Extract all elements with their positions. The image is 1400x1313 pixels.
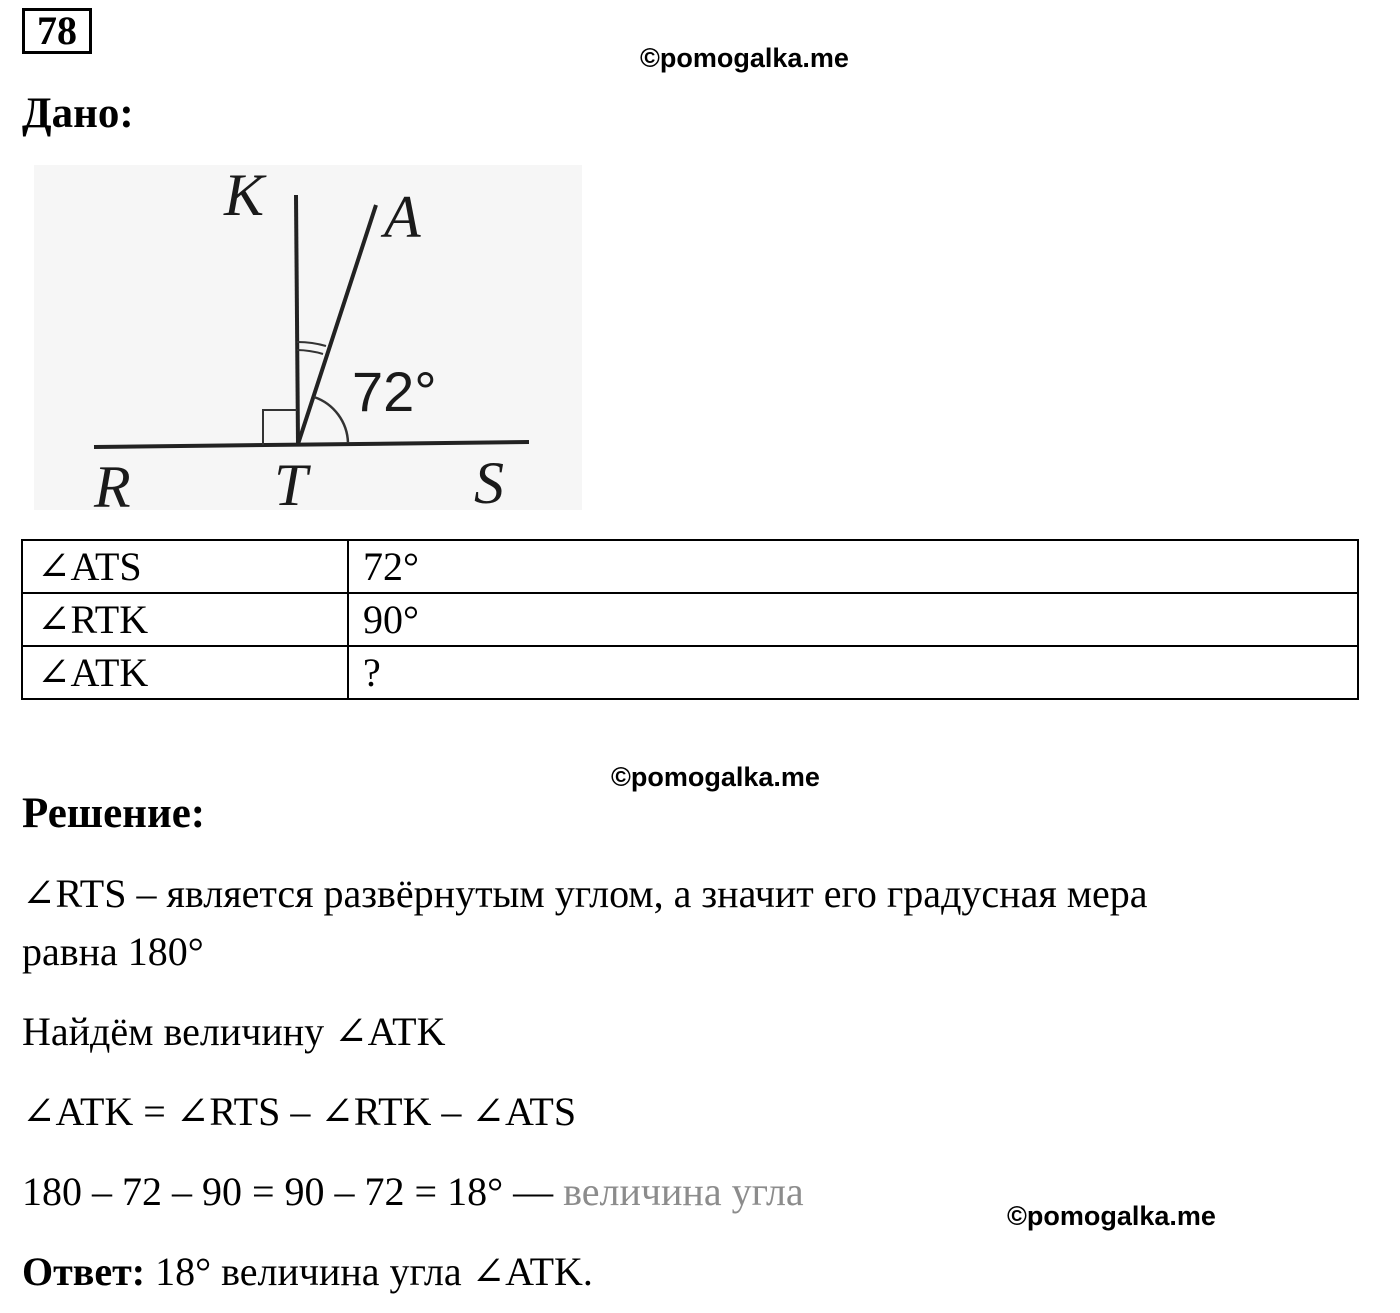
- solution-heading: Решение:: [22, 790, 206, 837]
- watermark-bottom: ©pomogalka.me: [1007, 1201, 1216, 1231]
- solution-line-2: равна 180°: [22, 929, 204, 974]
- table-row: [22, 593, 1358, 646]
- answer-label: Ответ:: [22, 1249, 146, 1294]
- label-s: S: [474, 450, 504, 510]
- angle-cell: ∠ATK: [22, 646, 348, 699]
- angle-arc-ats: [314, 397, 348, 443]
- label-k: K: [224, 165, 265, 228]
- answer-text: 18° величина угла ∠ATK.: [155, 1249, 593, 1294]
- label-r: R: [94, 454, 131, 510]
- value-cell: 90°: [348, 593, 1358, 646]
- angle-cell: ∠RTK: [22, 593, 348, 646]
- ray-tk: [296, 195, 298, 444]
- solution-line-5: [22, 1168, 804, 1216]
- geometry-figure: [34, 165, 582, 510]
- task-number: 78: [22, 8, 92, 54]
- solution-line-3: Найдём величину ∠ATK: [22, 1009, 446, 1054]
- table-row: [22, 646, 1358, 699]
- label-t: T: [274, 452, 308, 510]
- table-row: [22, 540, 1358, 593]
- label-a: A: [384, 184, 421, 250]
- figure-svg: [34, 165, 582, 510]
- watermark-middle: ©pomogalka.me: [611, 762, 820, 792]
- calculation-text: 180 – 72 – 90 = 90 – 72 = 18° —: [22, 1169, 554, 1214]
- solution-line-4: ∠ATK = ∠RTS – ∠RTK – ∠ATS: [22, 1089, 577, 1134]
- line-rs: [94, 442, 529, 447]
- value-cell: 72°: [348, 540, 1358, 593]
- angle-label-72: 72°: [352, 360, 437, 423]
- given-heading: Дано:: [22, 90, 134, 137]
- angle-cell: ∠ATS: [22, 540, 348, 593]
- angle-arc-atk-1: [297, 342, 326, 346]
- answer-line: [22, 1248, 593, 1296]
- angle-arc-atk-2: [297, 350, 323, 354]
- given-table: [21, 539, 1359, 700]
- right-angle-mark: [263, 410, 297, 445]
- solution-line-1: ∠RTS – является развёрнутым углом, а значит его градусная мера: [22, 871, 1148, 916]
- watermark-top: ©pomogalka.me: [640, 43, 849, 73]
- calculation-note: величина угла: [563, 1169, 804, 1214]
- value-cell: ?: [348, 646, 1358, 699]
